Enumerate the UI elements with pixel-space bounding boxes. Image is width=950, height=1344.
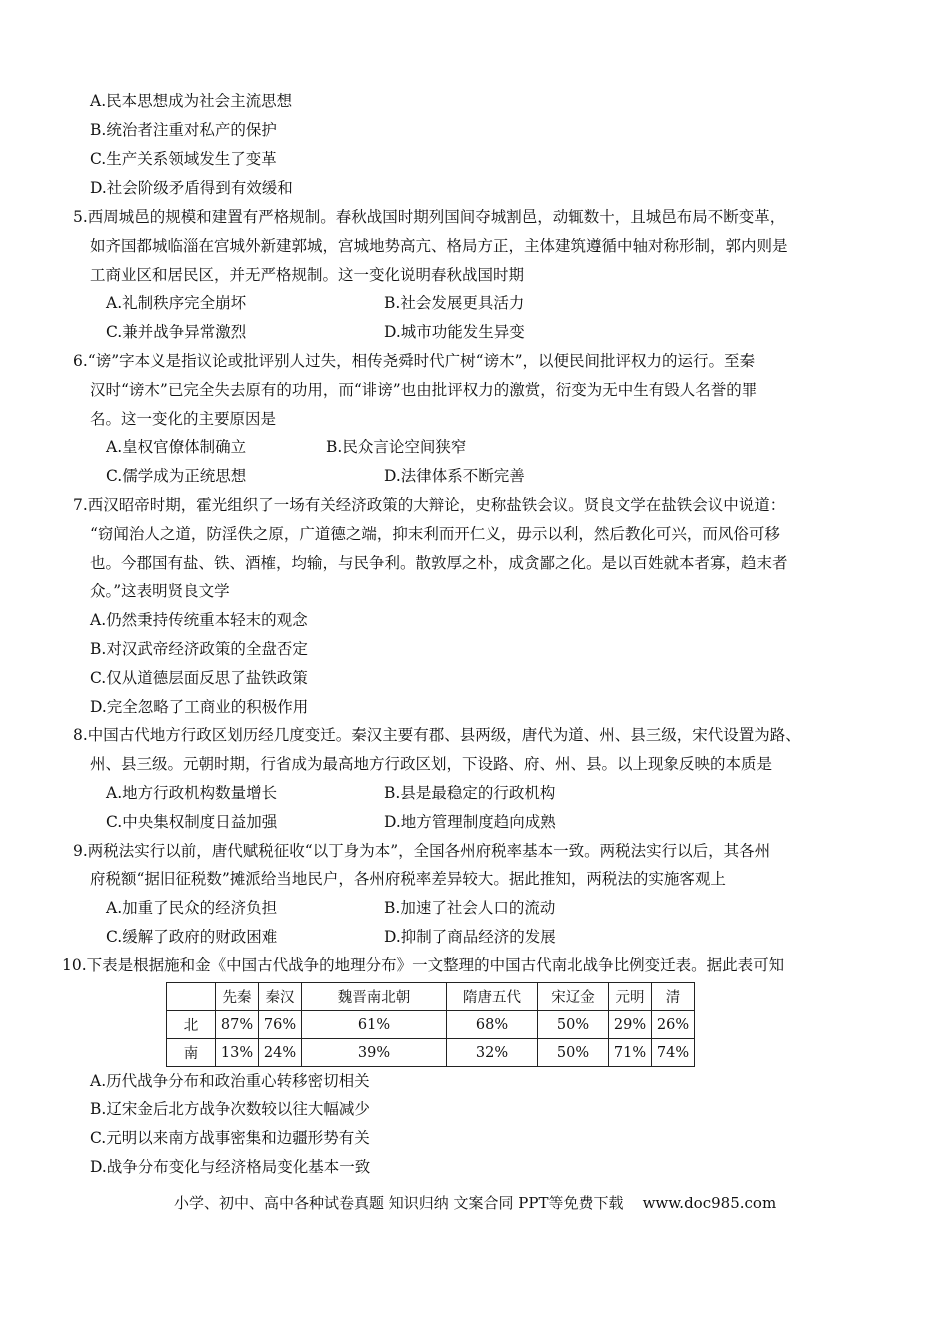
table-cell: 50%: [538, 1011, 609, 1039]
table-header-cell: [167, 983, 216, 1011]
table-cell: 39%: [302, 1039, 447, 1067]
q10-option-d: D.战争分布变化与经济格局变化基本一致: [90, 1158, 371, 1176]
table-cell: 29%: [609, 1011, 652, 1039]
q4-option-b: B.统治者注重对私产的保护: [90, 121, 277, 139]
q10-option-a: A.历代战争分布和政治重心转移密切相关: [90, 1072, 370, 1090]
q9-option-b: B.加速了社会人口的流动: [384, 899, 556, 917]
q5-line-1: 5.西周城邑的规模和建置有严格规制。春秋战国时期列国间夺城割邑，动辄数十，且城邑布局不断变革，: [73, 208, 786, 226]
q7-line-1: 7.西汉昭帝时期，霍光组织了一场有关经济政策的大辩论，史称盐铁会议。贤良文学在盐铁会议中说道：: [73, 496, 786, 514]
q10-option-c: C.元明以来南方战事密集和边疆形势有关: [90, 1129, 370, 1147]
table-cell: 50%: [538, 1039, 609, 1067]
table-row: [167, 1039, 695, 1067]
q5-option-a: A.礼制秩序完全崩坏: [106, 294, 247, 312]
q10-line-1: 10.下表是根据施和金《中国古代战争的地理分布》一文整理的中国古代南北战争比例变迁表。据此表可知: [62, 956, 785, 974]
table-cell: 76%: [259, 1011, 302, 1039]
table-cell: 南: [167, 1039, 216, 1067]
table-header-cell: 清: [652, 983, 695, 1011]
table-row: [167, 1011, 695, 1039]
table-cell: 24%: [259, 1039, 302, 1067]
q7-option-b: B.对汉武帝经济政策的全盘否定: [90, 640, 308, 658]
q5-option-b: B.社会发展更具活力: [384, 294, 525, 312]
q6-line-2: 汉时“谤木”已完全失去原有的功用，而“诽谤”也由批评权力的激赏，衍变为无中生有毁人名誉的罪: [90, 381, 758, 399]
table-header-cell: 元明: [609, 983, 652, 1011]
war-ratio-table: [166, 982, 695, 1067]
table-cell: 87%: [216, 1011, 259, 1039]
table-cell: 61%: [302, 1011, 447, 1039]
q6-line-1: 6.“谤”字本义是指议论或批评别人过失，相传尧舜时代广树“谤木”，以便民间批评权力的运行。至秦: [73, 352, 755, 370]
table-header-cell: 先秦: [216, 983, 259, 1011]
q5-line-3: 工商业区和居民区，并无严格规制。这一变化说明春秋战国时期: [90, 266, 525, 284]
table-cell: 26%: [652, 1011, 695, 1039]
table-cell: 68%: [447, 1011, 538, 1039]
q9-option-c: C.缓解了政府的财政困难: [106, 928, 278, 946]
q5-option-c: C.兼并战争异常激烈: [106, 323, 247, 341]
table-header-cell: 秦汉: [259, 983, 302, 1011]
q6-option-b: B.民众言论空间狭窄: [326, 438, 467, 456]
q10-option-b: B.辽宋金后北方战争次数较以往大幅减少: [90, 1100, 370, 1118]
q8-line-1: 8.中国古代地方行政区划历经几度变迁。秦汉主要有郡、县两级，唐代为道、州、县三级，宋代设置为路、: [73, 726, 801, 744]
table-header-cell: 隋唐五代: [447, 983, 538, 1011]
q7-line-2: “窃闻治人之道，防淫佚之原，广道德之端，抑末利而开仁义，毋示以利，然后教化可兴，而风俗可移: [90, 525, 780, 543]
q6-line-3: 名。这一变化的主要原因是: [90, 410, 277, 428]
q8-line-2: 州、县三级。元朝时期，行省成为最高地方行政区划，下设路、府、州、县。以上现象反映的本质是: [90, 755, 773, 773]
q6-option-d: D.法律体系不断完善: [384, 467, 525, 485]
table-cell: 74%: [652, 1039, 695, 1067]
q7-option-a: A.仍然秉持传统重本轻末的观念: [90, 611, 308, 629]
q8-option-a: A.地方行政机构数量增长: [106, 784, 278, 802]
q6-option-a: A.皇权官僚体制确立: [106, 438, 247, 456]
table-header-row: [167, 983, 695, 1011]
table-cell: 北: [167, 1011, 216, 1039]
q4-option-a: A.民本思想成为社会主流思想: [90, 92, 293, 110]
q9-option-d: D.抑制了商品经济的发展: [384, 928, 556, 946]
q9-line-2: 府税额“据旧征税数”摊派给当地民户，各州府税率差异较大。据此推知，两税法的实施客观上: [90, 870, 726, 888]
q5-line-2: 如齐国都城临淄在宫城外新建郭城，宫城地势高亢、格局方正，主体建筑遵循中轴对称形制，郭内则是: [90, 237, 788, 255]
table-cell: 71%: [609, 1039, 652, 1067]
q8-option-d: D.地方管理制度趋向成熟: [384, 813, 556, 831]
q4-option-c: C.生产关系领域发生了变革: [90, 150, 277, 168]
q6-option-c: C.儒学成为正统思想: [106, 467, 247, 485]
q4-option-d: D.社会阶级矛盾得到有效缓和: [90, 179, 293, 197]
q9-line-1: 9.两税法实行以前，唐代赋税征收“以丁身为本”，全国各州府税率基本一致。两税法实行以后，其各州: [73, 842, 771, 860]
table-header-cell: 宋辽金: [538, 983, 609, 1011]
table-cell: 32%: [447, 1039, 538, 1067]
q7-option-d: D.完全忽略了工商业的积极作用: [90, 698, 309, 716]
page-footer: 小学、初中、高中各种试卷真题 知识归纳 文案合同 PPT等免费下载 www.doc985.com: [174, 1194, 777, 1212]
q7-line-3: 也。今郡国有盐、铁、酒榷，均输，与民争利。散敦厚之朴，成贪鄙之化。是以百姓就本者寡，趋末者: [90, 554, 788, 572]
table-header-cell: 魏晋南北朝: [302, 983, 447, 1011]
table-cell: 13%: [216, 1039, 259, 1067]
q7-line-4: 众。”这表明贤良文学: [90, 582, 230, 600]
q9-option-a: A.加重了民众的经济负担: [106, 899, 278, 917]
q5-option-d: D.城市功能发生异变: [384, 323, 525, 341]
q7-option-c: C.仅从道德层面反思了盐铁政策: [90, 669, 308, 687]
q8-option-b: B.县是最稳定的行政机构: [384, 784, 556, 802]
q8-option-c: C.中央集权制度日益加强: [106, 813, 278, 831]
